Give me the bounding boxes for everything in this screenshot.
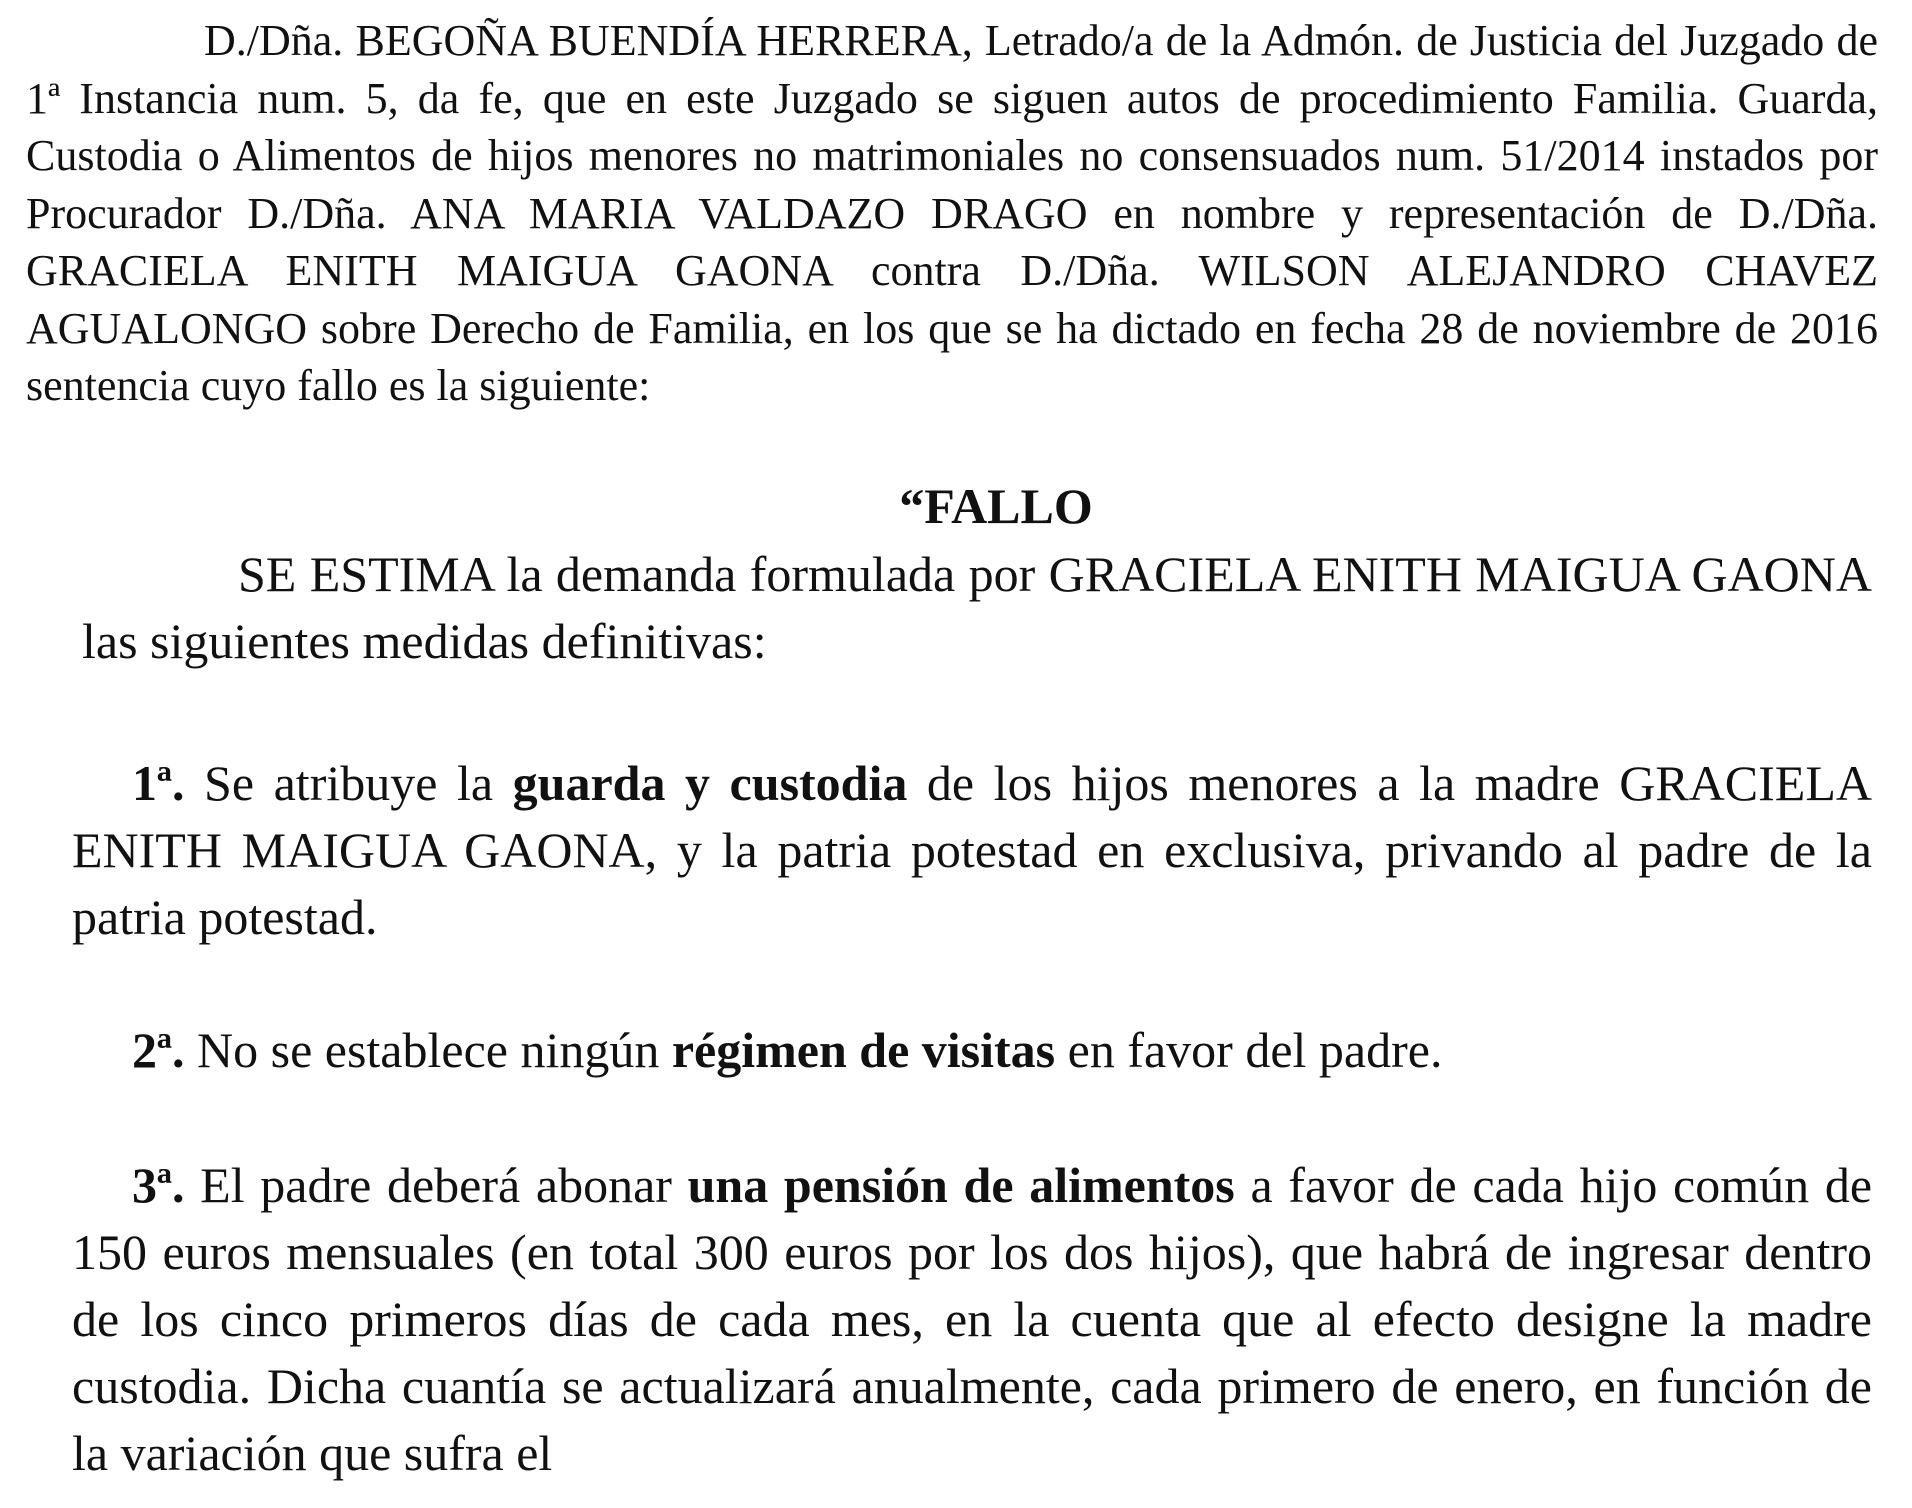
item-emphasis: guarda y custodia [512, 755, 908, 811]
item-emphasis: una pensión de alimentos [687, 1157, 1235, 1213]
item-emphasis: régimen de visitas [671, 1022, 1056, 1078]
fallo-item-3 [72, 1152, 1872, 1487]
item-text-after: en favor del padre. [1055, 1022, 1443, 1078]
item-text-after: de los hijos menores a la madre GRACIELA ENITH MAIGUA GAONA, y la patria potestad en exclusiva, privando al padre de la patria potestad. [72, 755, 1872, 945]
intro-paragraph: D./Dña. BEGOÑA BUENDÍA HERRERA, Letrado/a de la Admón. de Justicia del Juzgado de 1ª Instancia num. 5, da fe, que en este Juzgado se siguen autos de procedimiento Familia. Guarda, Custodia o Alimentos de hijos menores no matrimoniales no consensuados num. 51/2014 instados por Procurador D./Dña. ANA MARIA VALDAZO DRAGO en nombre y representación de D./Dña. GRACIELA ENITH MAIGUA GAONA contra D./Dña. WILSON ALEJANDRO CHAVEZ AGUALONGO sobre Derecho de Familia, en los que se ha dictado en fecha 28 de noviembre de 2016 sentencia cuyo fallo es la siguiente: [26, 16, 1878, 410]
item-number: 2ª. [132, 1022, 185, 1078]
item-number: 1ª. [132, 755, 185, 811]
fallo-item-1 [72, 750, 1872, 951]
item-number: 3ª. [132, 1157, 185, 1213]
item-text-after: a favor de cada hijo común de 150 euros mensuales (en total 300 euros por los dos hijos), que habrá de ingresar dentro de los cinco primeros días de cada mes, en la cuenta que al efecto designe la madre custodia. Dicha cuantía se actualizará anualmente, cada primero de enero, en función de la variación que sufra el [72, 1157, 1873, 1481]
item-text-before: El padre deberá abonar [184, 1157, 688, 1213]
fallo-intro-paragraph: SE ESTIMA la demanda formulada por GRACIELA ENITH MAIGUA GAONA las siguientes medidas definitivas: [82, 546, 1872, 669]
item-text-before: Se atribuye la [184, 755, 513, 811]
item-text-before: No se establece ningún [184, 1022, 672, 1078]
fallo-item-2 [72, 1017, 1872, 1084]
fallo-heading: “FALLO [899, 478, 1093, 534]
